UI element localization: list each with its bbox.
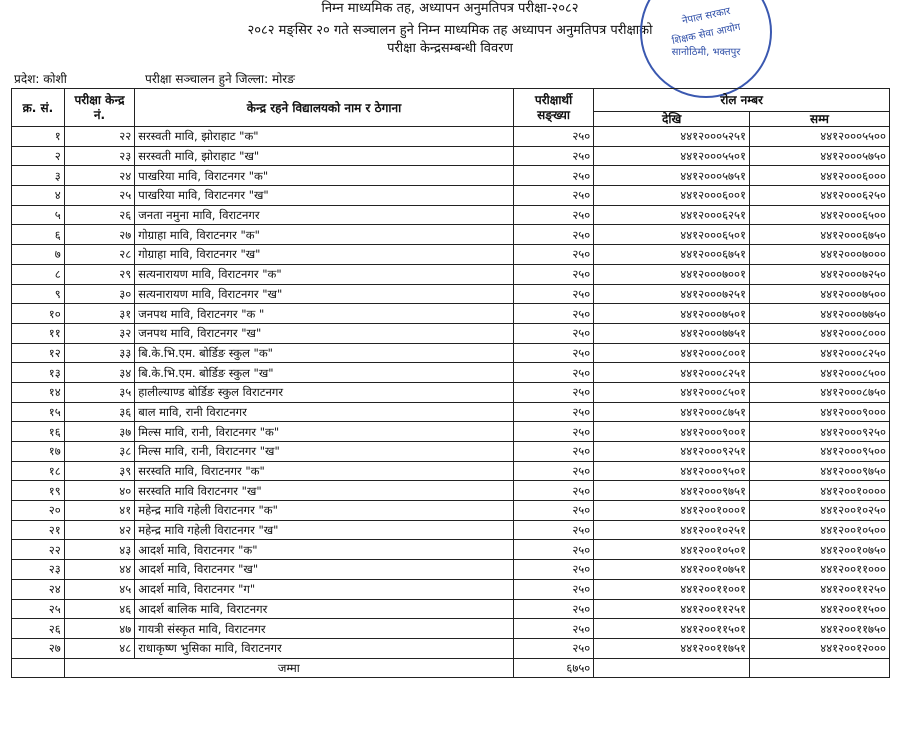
sn-cell: २५ — [12, 599, 65, 619]
roll-from-cell: ४४१२००११२५१ — [594, 599, 750, 619]
school-cell: सरस्वति मावि, विराटनगर "क" — [135, 461, 514, 481]
sn-cell: १० — [12, 304, 65, 324]
sn-cell: १ — [12, 127, 65, 147]
roll-to-cell: ४४१२००१२००० — [750, 638, 890, 658]
count-cell: २५० — [513, 461, 593, 481]
center-no-cell: ३९ — [64, 461, 134, 481]
total-value: ६७५० — [513, 658, 593, 678]
table-header-row — [12, 89, 890, 112]
roll-to-cell: ४४१२०००७५०० — [750, 284, 890, 304]
stamp-line-1: नेपाल सरकार — [681, 5, 732, 27]
school-cell: मिल्स मावि, रानी, विराटनगर "क" — [135, 422, 514, 442]
table-row — [12, 540, 890, 560]
roll-to-cell: ४४१२००११२५० — [750, 579, 890, 599]
sn-cell: २६ — [12, 619, 65, 639]
sn-cell: २७ — [12, 638, 65, 658]
center-no-cell: २२ — [64, 127, 134, 147]
roll-to-cell: ४४१२०००६२५० — [750, 186, 890, 206]
count-cell: २५० — [513, 284, 593, 304]
roll-from-cell: ४४१२०००८२५१ — [594, 363, 750, 383]
center-no-cell: २८ — [64, 245, 134, 265]
table-row — [12, 422, 890, 442]
roll-from-cell: ४४१२००१०५०१ — [594, 540, 750, 560]
roll-to-cell: ४४१२००१०२५० — [750, 501, 890, 521]
school-cell: महेन्द्र मावि गहेली विराटनगर "क" — [135, 501, 514, 521]
roll-to-cell: ४४१२०००७७५० — [750, 304, 890, 324]
center-no-cell: ३६ — [64, 402, 134, 422]
sn-cell: ११ — [12, 323, 65, 343]
roll-from-cell: ४४१२०००५२५१ — [594, 127, 750, 147]
roll-to-cell: ४४१२००१०००० — [750, 481, 890, 501]
table-row — [12, 186, 890, 206]
exam-center-table — [11, 88, 890, 678]
school-cell: पाखरिया मावि, विराटनगर "ख" — [135, 186, 514, 206]
document-title: निम्न माध्यमिक तह, अध्यापन अनुमतिपत्र परीक्षा-२०८२ — [321, 1, 579, 16]
table-row — [12, 579, 890, 599]
roll-to-cell: ४४१२००११००० — [750, 560, 890, 580]
table-row — [12, 304, 890, 324]
table-row — [12, 264, 890, 284]
count-cell: २५० — [513, 619, 593, 639]
count-cell: २५० — [513, 225, 593, 245]
roll-to-cell: ४४१२०००७००० — [750, 245, 890, 265]
school-cell: आदर्श मावि, विराटनगर "ग" — [135, 579, 514, 599]
school-cell: आदर्श मावि, विराटनगर "क" — [135, 540, 514, 560]
center-no-cell: २६ — [64, 205, 134, 225]
table-row — [12, 599, 890, 619]
roll-from-cell: ४४१२०००९२५१ — [594, 442, 750, 462]
roll-to-cell: ४४१२००११७५० — [750, 619, 890, 639]
center-no-cell: ४२ — [64, 520, 134, 540]
table-row — [12, 245, 890, 265]
count-cell: २५० — [513, 264, 593, 284]
school-cell: सत्यनारायण मावि, विराटनगर "ख" — [135, 284, 514, 304]
sn-cell: ९ — [12, 284, 65, 304]
roll-from-cell: ४४१२०००९५०१ — [594, 461, 750, 481]
table-row — [12, 520, 890, 540]
sn-cell: १२ — [12, 343, 65, 363]
header-count: परीक्षार्थी सङ्ख्या — [513, 89, 593, 127]
roll-to-cell: ४४१२०००९७५० — [750, 461, 890, 481]
school-cell: राधाकृष्ण भुसिका मावि, विराटनगर — [135, 638, 514, 658]
roll-from-cell: ४४१२०००५७५१ — [594, 166, 750, 186]
sn-cell: १७ — [12, 442, 65, 462]
roll-from-cell: ४४१२००११००१ — [594, 579, 750, 599]
center-no-cell: ३७ — [64, 422, 134, 442]
sn-cell: ४ — [12, 186, 65, 206]
table-row — [12, 382, 890, 402]
count-cell: २५० — [513, 166, 593, 186]
count-cell: २५० — [513, 579, 593, 599]
roll-to-cell: ४४१२०००९५०० — [750, 442, 890, 462]
school-cell: पाखरिया मावि, विराटनगर "क" — [135, 166, 514, 186]
count-cell: २५० — [513, 323, 593, 343]
roll-to-cell: ४४१२००१०५०० — [750, 520, 890, 540]
center-no-cell: ४४ — [64, 560, 134, 580]
total-label: जम्मा — [64, 658, 513, 678]
roll-to-cell: ४४१२०००७२५० — [750, 264, 890, 284]
roll-from-cell: ४४१२०००८७५१ — [594, 402, 750, 422]
sn-cell: २२ — [12, 540, 65, 560]
count-cell: २५० — [513, 442, 593, 462]
header-center-no: परीक्षा केन्द्र नं. — [64, 89, 134, 127]
center-no-cell: ४६ — [64, 599, 134, 619]
school-cell: सरस्वती मावि, झोराहाट "क" — [135, 127, 514, 147]
table-row — [12, 146, 890, 166]
roll-from-cell: ४४१२०००७२५१ — [594, 284, 750, 304]
count-cell: २५० — [513, 205, 593, 225]
sn-cell: ३ — [12, 166, 65, 186]
table-row — [12, 560, 890, 580]
school-cell: बि.के.भि.एम. बोर्डिङ स्कुल "ख" — [135, 363, 514, 383]
count-cell: २५० — [513, 363, 593, 383]
count-cell: २५० — [513, 146, 593, 166]
sn-cell: ५ — [12, 205, 65, 225]
center-no-cell: ४३ — [64, 540, 134, 560]
count-cell: २५० — [513, 186, 593, 206]
roll-from-cell: ४४१२०००६७५१ — [594, 245, 750, 265]
count-cell: २५० — [513, 127, 593, 147]
school-cell: सत्यनारायण मावि, विराटनगर "क" — [135, 264, 514, 284]
center-no-cell: २३ — [64, 146, 134, 166]
header-to: सम्म — [750, 112, 890, 127]
center-no-cell: ३४ — [64, 363, 134, 383]
document-subtitle: २०८२ मङ्सिर २० गते सञ्चालन हुने निम्न माध्यमिक तह अध्यापन अनुमतिपत्र परीक्षाको — [247, 23, 653, 38]
sn-cell: १६ — [12, 422, 65, 442]
roll-from-cell: ४४१२०००८५०१ — [594, 382, 750, 402]
document-subtitle-2: परीक्षा केन्द्रसम्बन्धी विवरण — [387, 41, 513, 56]
school-cell: जनपथ मावि, विराटनगर "ख" — [135, 323, 514, 343]
roll-to-cell: ४४१२०००९२५० — [750, 422, 890, 442]
center-no-cell: २७ — [64, 225, 134, 245]
total-row — [12, 658, 890, 678]
sn-cell: १३ — [12, 363, 65, 383]
count-cell: २५० — [513, 304, 593, 324]
center-no-cell: ४८ — [64, 638, 134, 658]
roll-to-cell: ४४१२०००८००० — [750, 323, 890, 343]
center-no-cell: ४७ — [64, 619, 134, 639]
sn-cell: २ — [12, 146, 65, 166]
roll-to-cell: ४४१२०००८५०० — [750, 363, 890, 383]
count-cell: २५० — [513, 402, 593, 422]
header-school: केन्द्र रहने विद्यालयको नाम र ठेगाना — [135, 89, 514, 127]
count-cell: २५० — [513, 638, 593, 658]
roll-to-cell: ४४१२०००५७५० — [750, 146, 890, 166]
center-no-cell: २४ — [64, 166, 134, 186]
table-row — [12, 461, 890, 481]
table-row — [12, 205, 890, 225]
school-cell: हालील्याण्ड बोर्डिङ स्कुल विराटनगर — [135, 382, 514, 402]
count-cell: २५० — [513, 599, 593, 619]
roll-from-cell: ४४१२०००९००१ — [594, 422, 750, 442]
roll-to-cell: ४४१२००११५०० — [750, 599, 890, 619]
header-sn: क्र. सं. — [12, 89, 65, 127]
school-cell: गायत्री संस्कृत मावि, विराटनगर — [135, 619, 514, 639]
table-row — [12, 284, 890, 304]
center-no-cell: ३० — [64, 284, 134, 304]
school-cell: महेन्द्र मावि गहेली विराटनगर "ख" — [135, 520, 514, 540]
sn-cell: २३ — [12, 560, 65, 580]
roll-to-cell: ४४१२०००५५०० — [750, 127, 890, 147]
stamp-line-2: शिक्षक सेवा आयोग — [671, 21, 742, 48]
roll-to-cell: ४४१२०००६७५० — [750, 225, 890, 245]
sn-cell: २० — [12, 501, 65, 521]
school-cell: आदर्श बालिक मावि, विराटनगर — [135, 599, 514, 619]
sn-cell: २१ — [12, 520, 65, 540]
sn-cell: ८ — [12, 264, 65, 284]
table-row — [12, 225, 890, 245]
center-no-cell: ३२ — [64, 323, 134, 343]
roll-from-cell: ४४१२०००८००१ — [594, 343, 750, 363]
roll-to-cell: ४४१२०००८२५० — [750, 343, 890, 363]
count-cell: २५० — [513, 501, 593, 521]
roll-from-cell: ४४१२०००७००१ — [594, 264, 750, 284]
table-row — [12, 363, 890, 383]
school-cell: जनपथ मावि, विराटनगर "क " — [135, 304, 514, 324]
school-cell: गोग्राहा मावि, विराटनगर "क" — [135, 225, 514, 245]
school-cell: बि.के.भि.एम. बोर्डिङ स्कुल "क" — [135, 343, 514, 363]
sn-cell: ७ — [12, 245, 65, 265]
center-no-cell: ३३ — [64, 343, 134, 363]
district-label: परीक्षा सञ्चालन हुने जिल्ला: मोरङ — [145, 72, 295, 86]
header-from: देखि — [594, 112, 750, 127]
roll-from-cell: ४४१२०००६२५१ — [594, 205, 750, 225]
table-row — [12, 323, 890, 343]
sn-cell: १९ — [12, 481, 65, 501]
table-row — [12, 442, 890, 462]
roll-from-cell: ४४१२००१०००१ — [594, 501, 750, 521]
center-no-cell: २९ — [64, 264, 134, 284]
roll-from-cell: ४४१२००१०७५१ — [594, 560, 750, 580]
count-cell: २५० — [513, 560, 593, 580]
school-cell: सरस्वती मावि, झोराहाट "ख" — [135, 146, 514, 166]
school-cell: मिल्स मावि, रानी, विराटनगर "ख" — [135, 442, 514, 462]
table-row — [12, 127, 890, 147]
roll-from-cell: ४४१२०००९७५१ — [594, 481, 750, 501]
school-cell: गोग्राहा मावि, विराटनगर "ख" — [135, 245, 514, 265]
count-cell: २५० — [513, 382, 593, 402]
center-no-cell: ४५ — [64, 579, 134, 599]
roll-to-cell: ४४१२०००६००० — [750, 166, 890, 186]
table-row — [12, 402, 890, 422]
sn-cell: १५ — [12, 402, 65, 422]
school-cell: आदर्श मावि, विराटनगर "ख" — [135, 560, 514, 580]
center-no-cell: २५ — [64, 186, 134, 206]
school-cell: बाल मावि, रानी विराटनगर — [135, 402, 514, 422]
center-no-cell: ४० — [64, 481, 134, 501]
count-cell: २५० — [513, 422, 593, 442]
table-row — [12, 638, 890, 658]
province-label: प्रदेश: कोशी — [14, 72, 67, 86]
roll-to-cell: ४४१२०००९००० — [750, 402, 890, 422]
roll-from-cell: ४४१२०००६५०१ — [594, 225, 750, 245]
roll-from-cell: ४४१२००११५०१ — [594, 619, 750, 639]
roll-to-cell: ४४१२०००८७५० — [750, 382, 890, 402]
sn-cell: २४ — [12, 579, 65, 599]
center-no-cell: ३१ — [64, 304, 134, 324]
count-cell: २५० — [513, 245, 593, 265]
roll-from-cell: ४४१२००११७५१ — [594, 638, 750, 658]
count-cell: २५० — [513, 343, 593, 363]
school-cell: सरस्वति मावि विराटनगर "ख" — [135, 481, 514, 501]
roll-to-cell: ४४१२०००६५०० — [750, 205, 890, 225]
count-cell: २५० — [513, 520, 593, 540]
official-stamp — [640, 0, 772, 98]
header-roll: रोल नम्बर — [594, 89, 890, 112]
center-no-cell: ३८ — [64, 442, 134, 462]
table-row — [12, 481, 890, 501]
table-row — [12, 619, 890, 639]
roll-to-cell: ४४१२००१०७५० — [750, 540, 890, 560]
roll-from-cell: ४४१२०००७७५१ — [594, 323, 750, 343]
table-row — [12, 166, 890, 186]
sn-cell: १८ — [12, 461, 65, 481]
roll-from-cell: ४४१२०००५५०१ — [594, 146, 750, 166]
sn-cell: ६ — [12, 225, 65, 245]
center-no-cell: ४१ — [64, 501, 134, 521]
table-row — [12, 501, 890, 521]
school-cell: जनता नमुना मावि, विराटनगर — [135, 205, 514, 225]
count-cell: २५० — [513, 481, 593, 501]
count-cell: २५० — [513, 540, 593, 560]
sn-cell: १४ — [12, 382, 65, 402]
roll-from-cell: ४४१२०००७५०१ — [594, 304, 750, 324]
table-row — [12, 343, 890, 363]
roll-from-cell: ४४१२००१०२५१ — [594, 520, 750, 540]
roll-from-cell: ४४१२०००६००१ — [594, 186, 750, 206]
stamp-line-3: सानोठिमी, भक्तपुर — [671, 47, 741, 58]
center-no-cell: ३५ — [64, 382, 134, 402]
